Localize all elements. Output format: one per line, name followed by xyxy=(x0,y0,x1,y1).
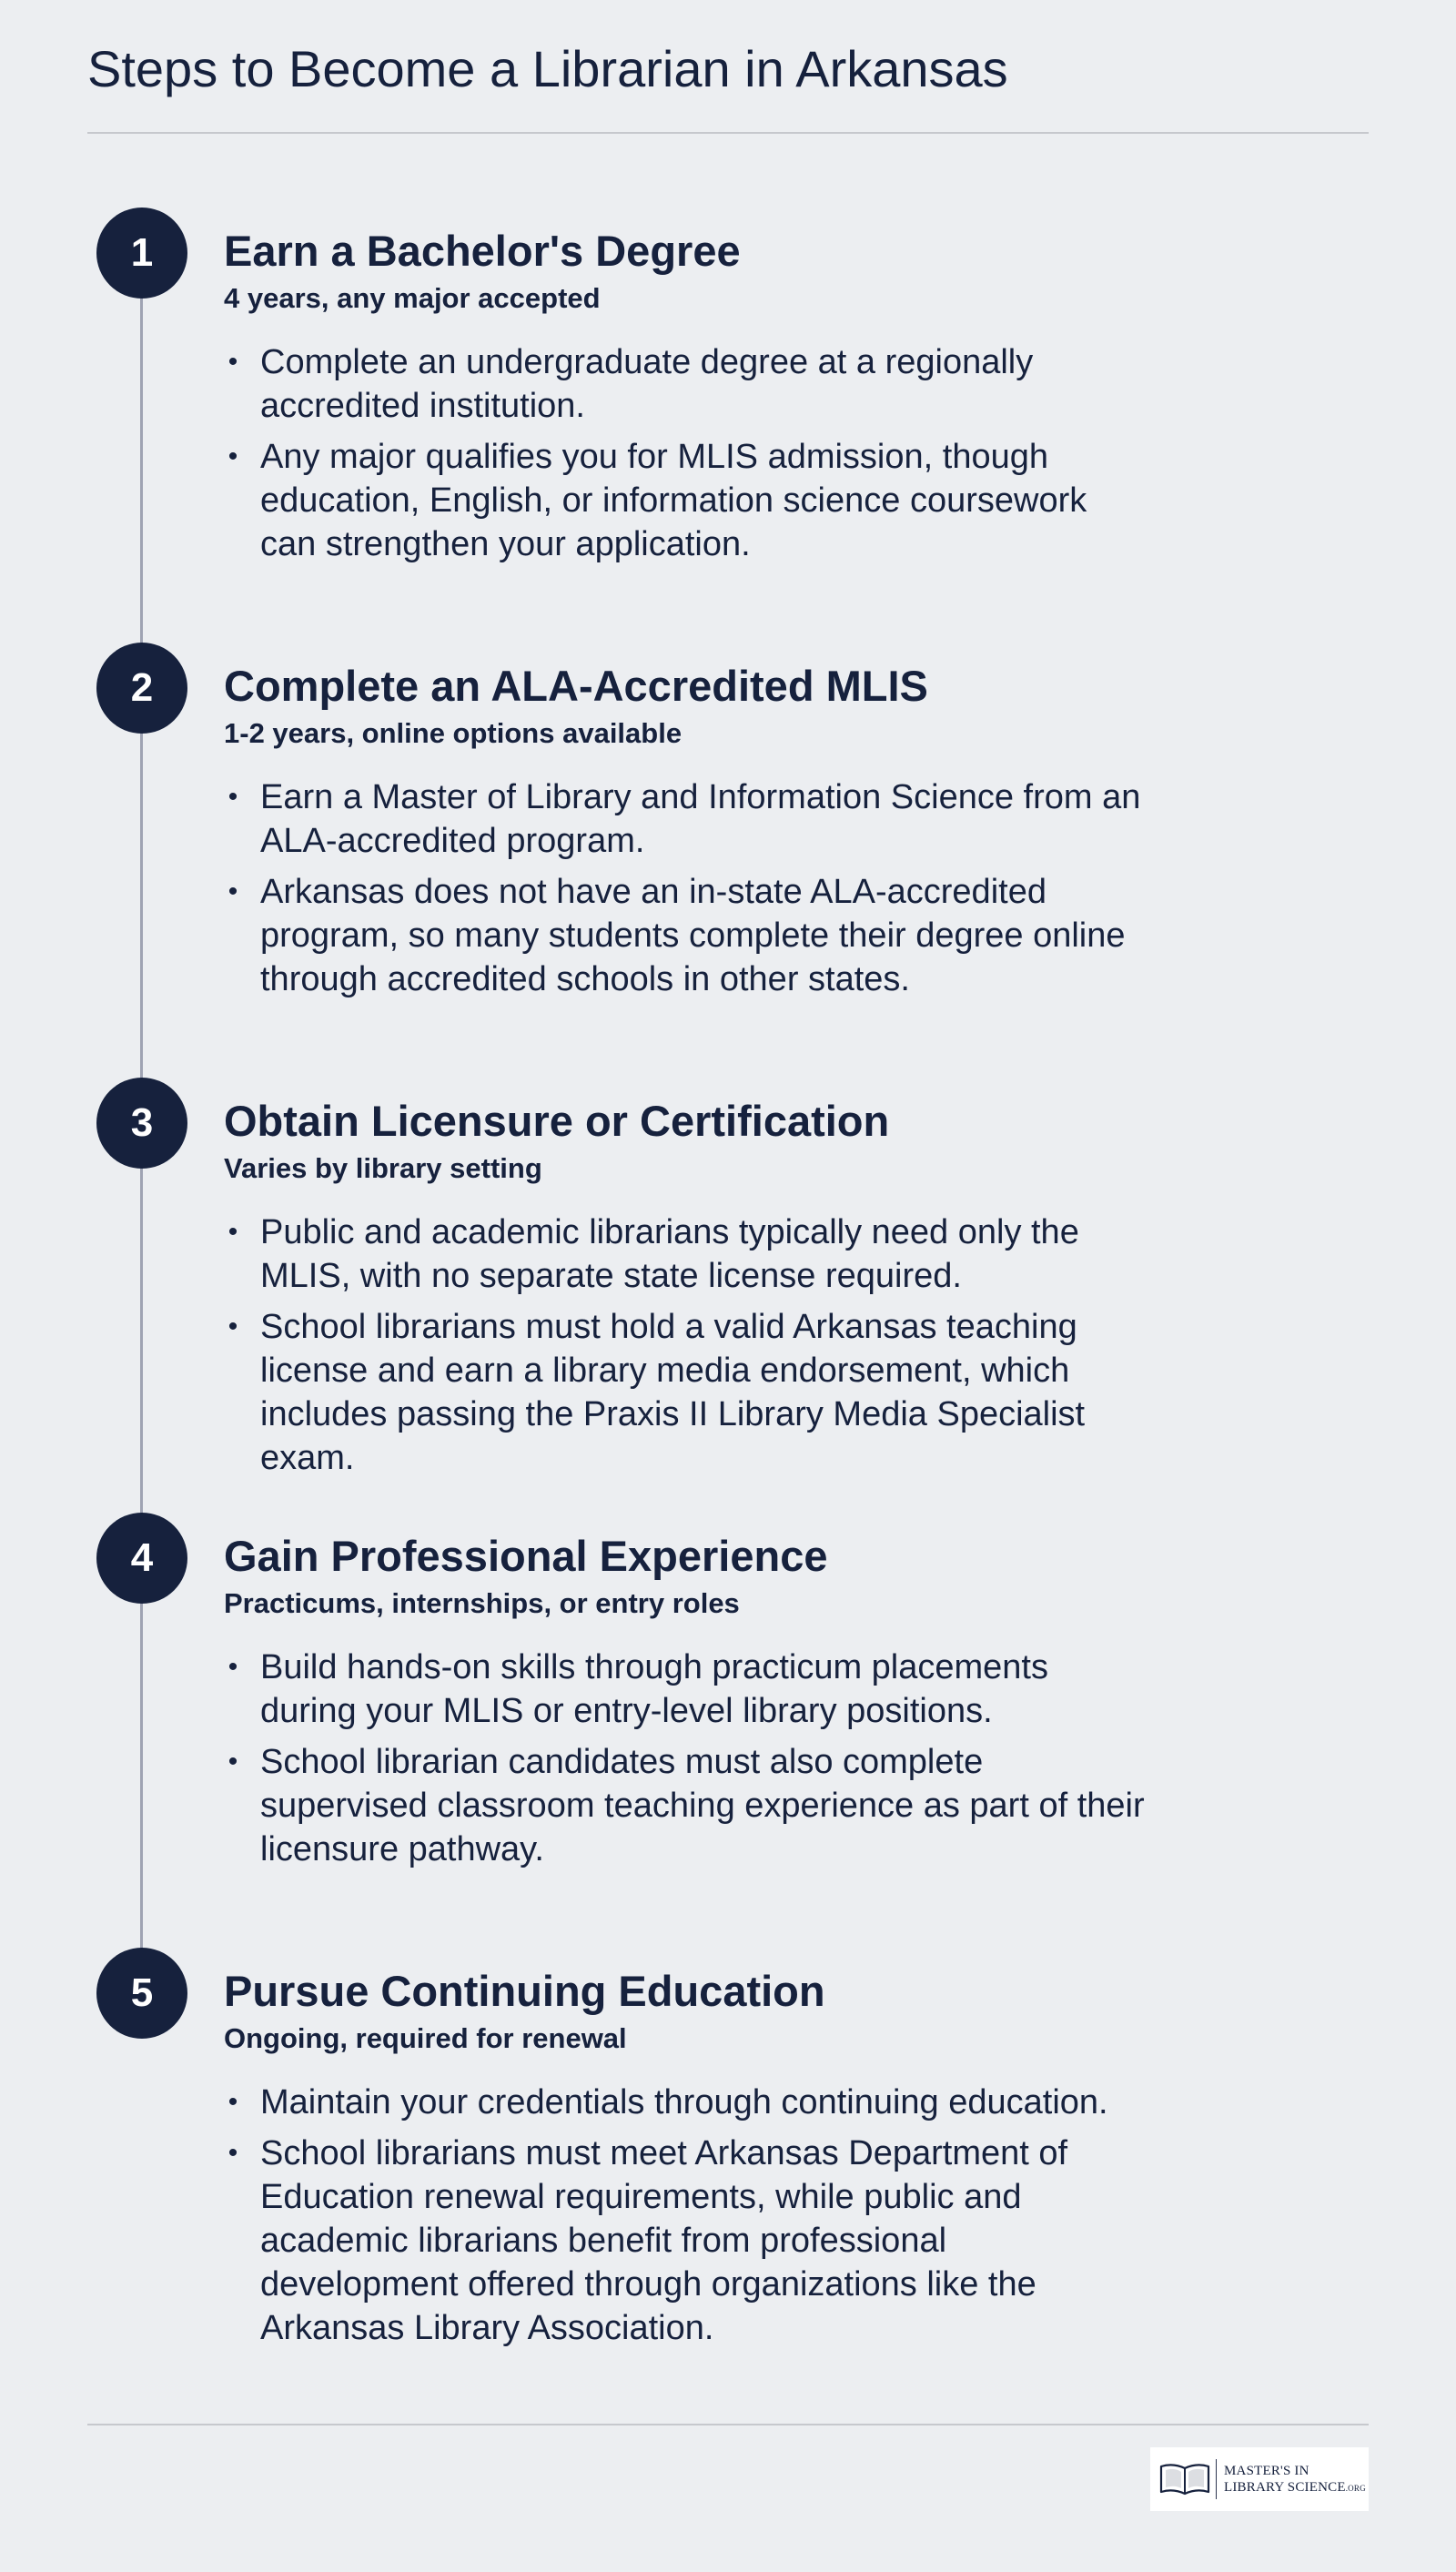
step-bullet-text: Any major qualifies you for MLIS admission, though education, English, or information science coursework can strengthen your application. xyxy=(260,438,1087,563)
bullet-dot-icon: • xyxy=(228,1652,238,1682)
step-title: Earn a Bachelor's Degree xyxy=(224,227,741,275)
step-bullet xyxy=(224,435,1152,566)
step-bullet-list xyxy=(224,2081,1152,2350)
step-bullet xyxy=(224,2132,1152,2350)
step-content xyxy=(224,659,1152,1008)
bullet-dot-icon: • xyxy=(228,441,238,471)
logo-tld: .ORG xyxy=(1345,2483,1366,2493)
step-number-badge: 1 xyxy=(96,208,187,299)
step-subtitle: 1-2 years, online options available xyxy=(224,717,682,749)
logo-line-2 xyxy=(1224,2479,1366,2496)
step-content xyxy=(224,1094,1152,1487)
step-bullet xyxy=(224,2081,1152,2124)
step-content xyxy=(224,224,1152,573)
step-bullet xyxy=(224,870,1152,1001)
header-divider xyxy=(87,132,1369,134)
step-bullet-list xyxy=(224,775,1152,1001)
logo-wordmark xyxy=(1224,2463,1366,2496)
step-bullet-list xyxy=(224,340,1152,566)
step-bullet-text: Earn a Master of Library and Information Science from an ALA-accredited program. xyxy=(260,778,1141,860)
step-number-badge: 5 xyxy=(96,1948,187,2039)
step-bullet xyxy=(224,1305,1152,1480)
step-content xyxy=(224,1529,1152,1878)
step-bullet-text: School librarians must hold a valid Arkansas teaching license and earn a library media endorsement, which includes passing the Praxis II Library Media Specialist exam. xyxy=(260,1308,1086,1477)
step-subtitle: Varies by library setting xyxy=(224,1152,542,1184)
step-title: Obtain Licensure or Certification xyxy=(224,1097,890,1145)
step-bullet xyxy=(224,1740,1152,1871)
bullet-dot-icon: • xyxy=(228,2087,238,2117)
step-bullet xyxy=(224,1645,1152,1733)
step-title: Complete an ALA-Accredited MLIS xyxy=(224,662,928,710)
bullet-dot-icon: • xyxy=(228,876,238,906)
step-bullet-list xyxy=(224,1645,1152,1871)
step-bullet-text: School librarians must meet Arkansas Department of Education renewal requirements, while public and academic librarians benefit from professional development offered through organizations like the Arkansas Library Association. xyxy=(260,2134,1068,2347)
step-title: Gain Professional Experience xyxy=(224,1532,828,1580)
step-bullet-text: Maintain your credentials through continuing education. xyxy=(260,2083,1108,2121)
logo-line-1: MASTER'S IN xyxy=(1224,2463,1309,2478)
bullet-dot-icon: • xyxy=(228,1311,238,1342)
step-number-badge: 4 xyxy=(96,1513,187,1604)
bullet-dot-icon: • xyxy=(228,1217,238,1247)
page-title: Steps to Become a Librarian in Arkansas xyxy=(87,40,1008,97)
step-subtitle: Practicums, internships, or entry roles xyxy=(224,1587,740,1619)
step-subtitle: Ongoing, required for renewal xyxy=(224,2022,627,2054)
bullet-dot-icon: • xyxy=(228,782,238,812)
step-title: Pursue Continuing Education xyxy=(224,1967,825,2015)
bullet-dot-icon: • xyxy=(228,1747,238,1777)
step-bullet xyxy=(224,340,1152,428)
step-bullet xyxy=(224,1210,1152,1298)
step-bullet-text: Complete an undergraduate degree at a regionally accredited institution. xyxy=(260,343,1034,425)
step-subtitle: 4 years, any major accepted xyxy=(224,282,601,314)
step-bullet-text: Public and academic librarians typically need only the MLIS, with no separate state license required. xyxy=(260,1213,1079,1295)
logo-line-2-text: LIBRARY SCIENCE xyxy=(1224,2479,1346,2495)
step-bullet-text: Arkansas does not have an in-state ALA-accredited program, so many students complete their degree online through accredited schools in other states. xyxy=(260,873,1126,998)
bullet-dot-icon: • xyxy=(228,2138,238,2168)
step-content xyxy=(224,1964,1152,2357)
step-bullet-text: Build hands-on skills through practicum placements during your MLIS or entry-level library positions. xyxy=(260,1648,1048,1730)
site-logo[interactable] xyxy=(1150,2447,1369,2511)
bullet-dot-icon: • xyxy=(228,347,238,377)
open-book-icon xyxy=(1158,2459,1212,2499)
step-bullet xyxy=(224,775,1152,863)
step-bullet-list xyxy=(224,1210,1152,1480)
logo-divider xyxy=(1216,2459,1217,2499)
step-number-badge: 3 xyxy=(96,1078,187,1169)
footer-divider xyxy=(87,2424,1369,2425)
step-number-badge: 2 xyxy=(96,643,187,734)
step-bullet-text: School librarian candidates must also complete supervised classroom teaching experience as part of their licensure pathway. xyxy=(260,1743,1145,1868)
